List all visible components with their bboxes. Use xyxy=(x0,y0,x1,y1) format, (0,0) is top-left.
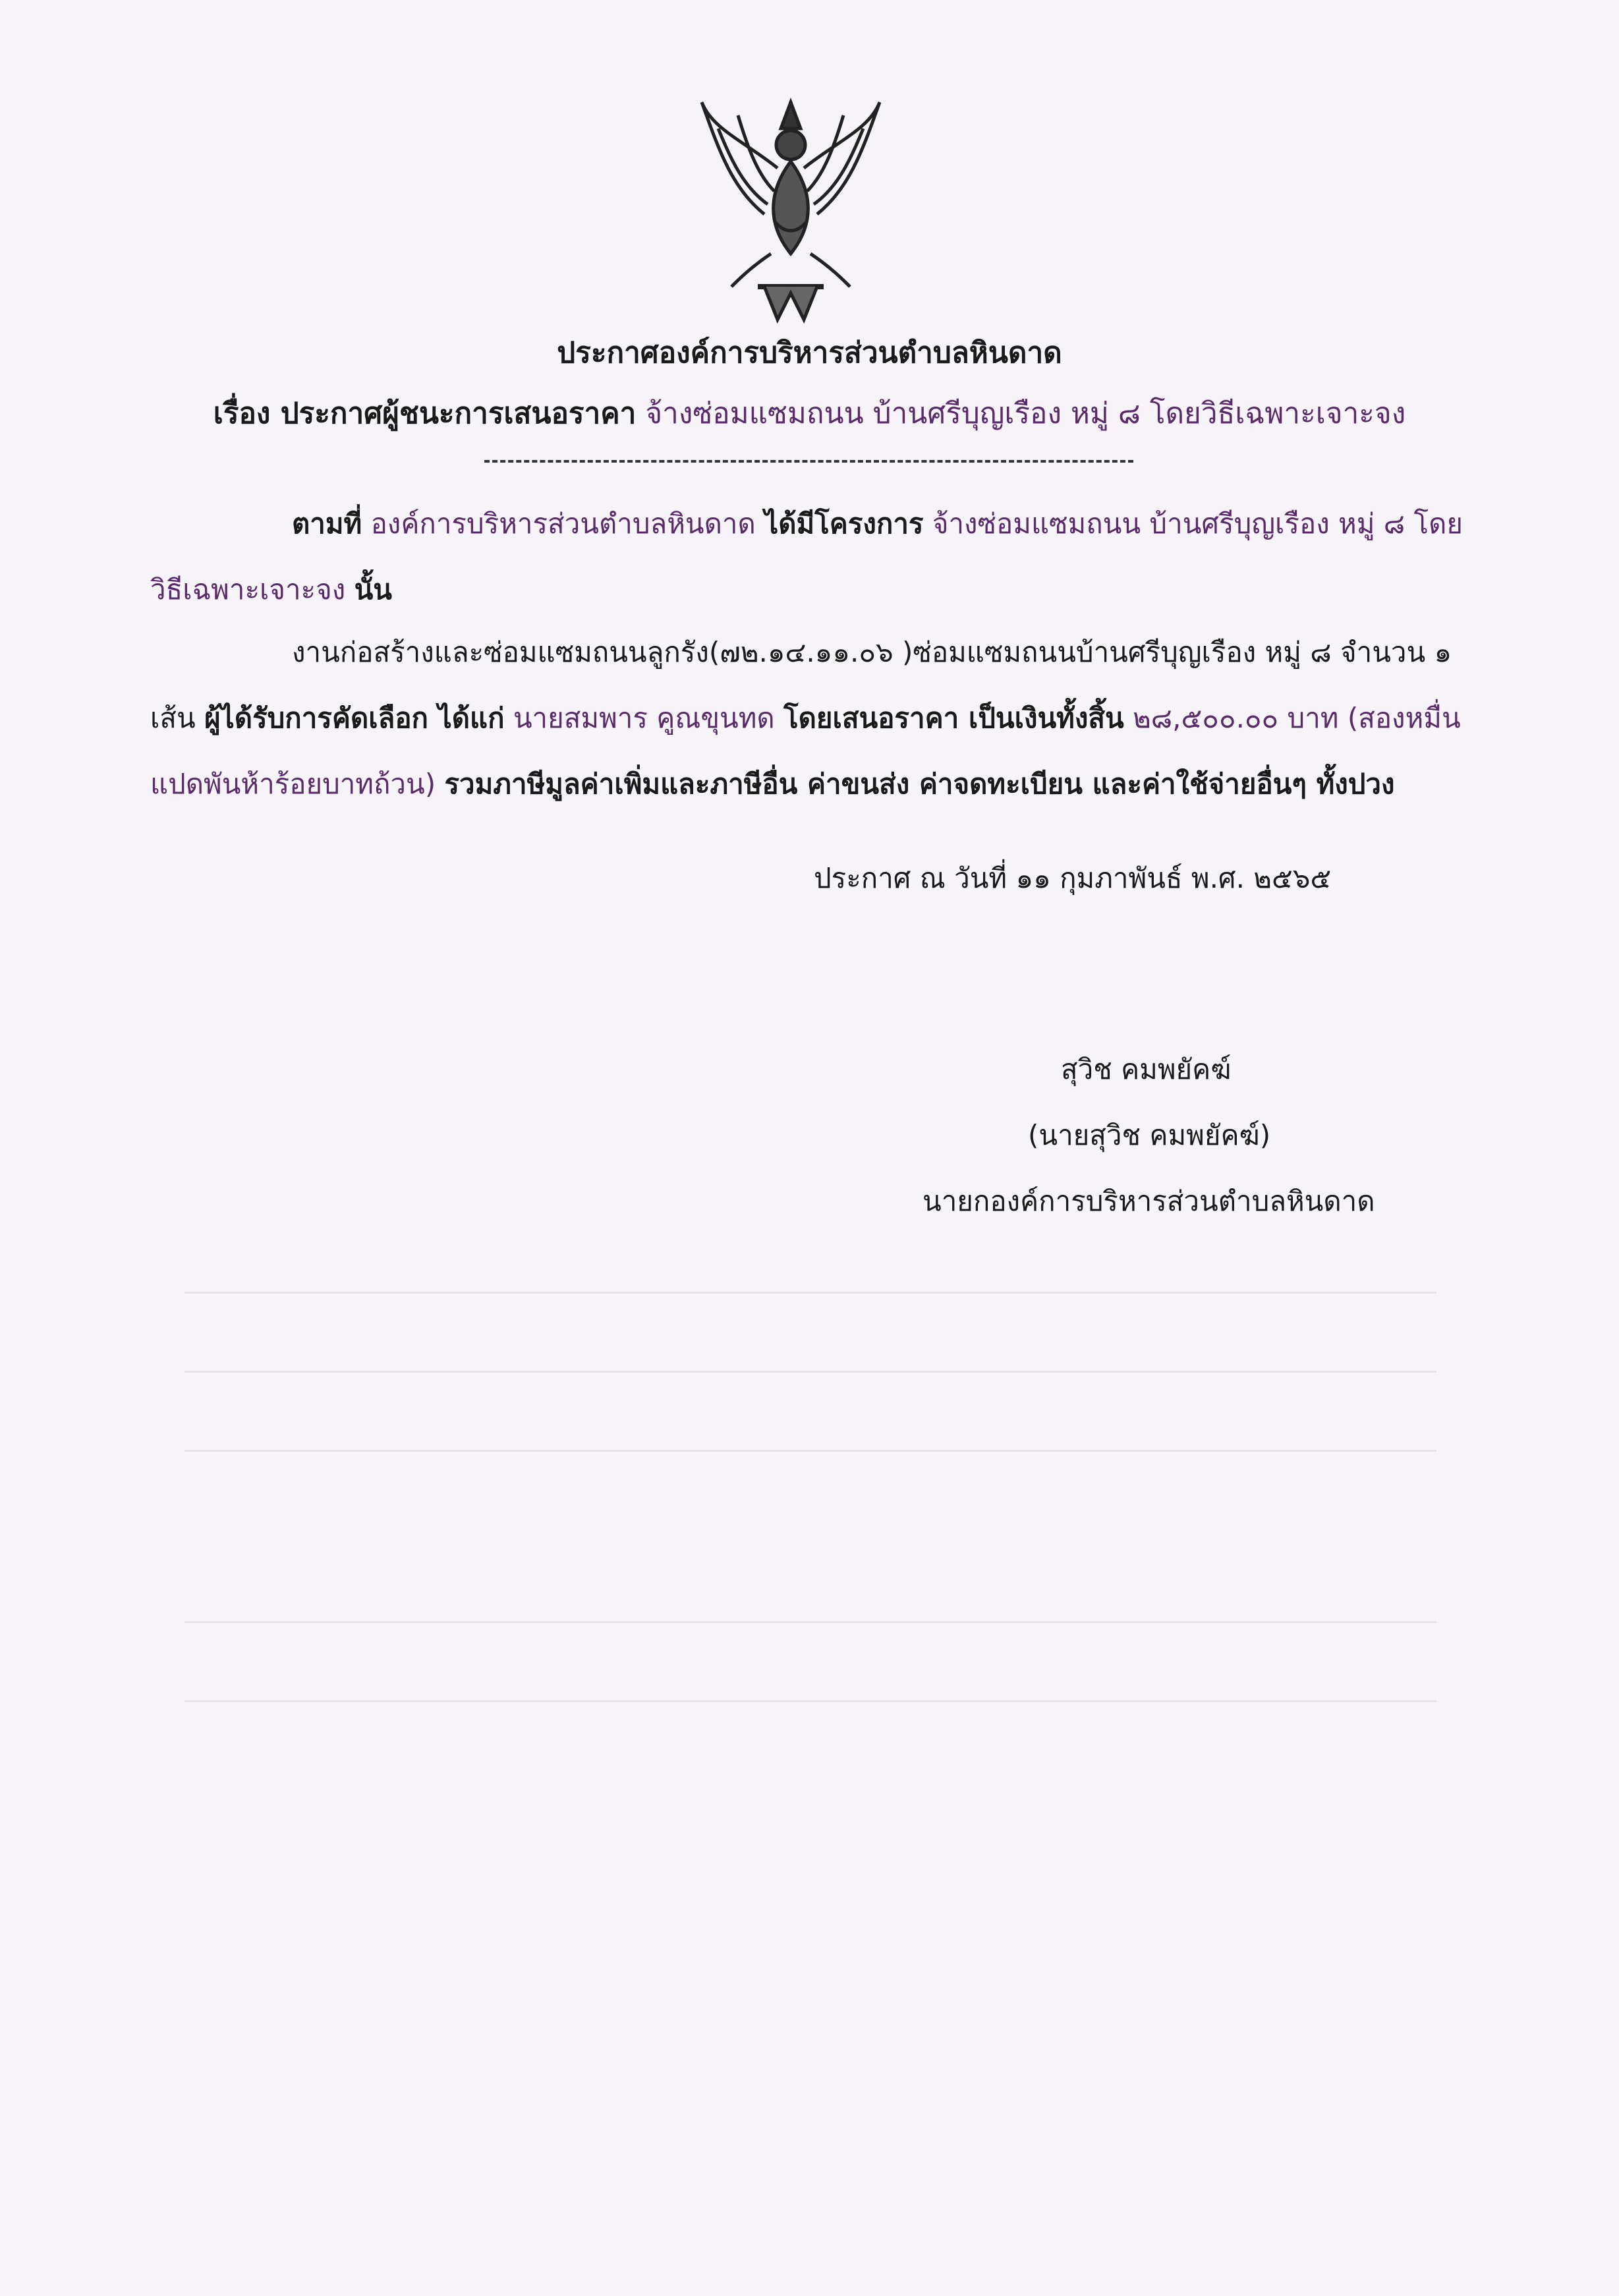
announcement-date xyxy=(814,857,1331,900)
divider-line xyxy=(484,460,1133,463)
announcement-title: ประกาศองค์การบริหารส่วนตำบลหินดาด xyxy=(557,336,1062,370)
p1-lead: ตามที่ xyxy=(292,507,362,540)
date-label: ประกาศ ณ วันที่ xyxy=(814,862,1008,894)
signature-name: สุวิช คมพยัคฆ์ xyxy=(1061,1053,1232,1085)
p1-org: องค์การบริหารส่วนตำบลหินดาด xyxy=(362,507,765,540)
garuda-emblem-icon xyxy=(692,89,890,333)
subject-text: จ้างซ่อมแซมถนน บ้านศรีบุญเรือง หมู่ ๘ โดยวิธีเฉพาะเจาะจง xyxy=(636,397,1406,430)
signature-printed-name: (นายสุวิช คมพยัคฆ์) xyxy=(1028,1119,1271,1151)
bleed-through-line xyxy=(185,1621,1436,1623)
p1-end: นั้น xyxy=(354,573,393,606)
announcement-subject xyxy=(0,390,1619,436)
subject-label: เรื่อง ประกาศผู้ชนะการเสนอราคา xyxy=(213,397,637,430)
p1-mid: ได้มีโครงการ xyxy=(764,507,924,540)
bleed-through-line xyxy=(185,1700,1436,1702)
bleed-through-line xyxy=(185,1292,1436,1294)
signature-position: นายกองค์การบริหารส่วนตำบลหินดาด xyxy=(923,1185,1375,1217)
p2-label: ผู้ได้รับการคัดเลือก ได้แก่ xyxy=(204,702,505,734)
p2-tail: รวมภาษีมูลค่าเพิ่มและภาษีอื่น ค่าขนส่ง ค่าจดทะเบียน และค่าใช้จ่ายอื่นๆ ทั้งปวง xyxy=(444,768,1395,800)
date-value: ๑๑ กุมภาพันธ์ พ.ศ. ๒๕๖๕ xyxy=(1007,862,1332,894)
p2-offer-label: โดยเสนอราคา เป็นเงินทั้งสิ้น xyxy=(783,702,1124,734)
paragraph-intro xyxy=(150,491,1471,623)
p2-amount: ๒๘,๕๐๐.๐๐ บาท (สองหมื่นแปดพันห้าร้อยบาทถ้วน) xyxy=(150,702,1461,800)
p1-project: จ้างซ่อมแซมถนน บ้านศรีบุญเรือง หมู่ ๘ โดยวิธีเฉพาะเจาะจง xyxy=(150,507,1463,606)
bleed-through-line xyxy=(185,1371,1436,1373)
bleed-through-line xyxy=(185,1450,1436,1452)
paragraph-award xyxy=(150,619,1471,817)
p2-winner: นายสมพาร คูณขุนทด xyxy=(504,702,784,734)
p2-item: งานก่อสร้างและซ่อมแซมถนนลูกรัง(๗๒.๑๔.๑๑.๐๖ )ซ่อมแซมถนนบ้านศรีบุญเรือง หมู่ ๘ จำนวน ๑ เส้น xyxy=(150,636,1452,734)
